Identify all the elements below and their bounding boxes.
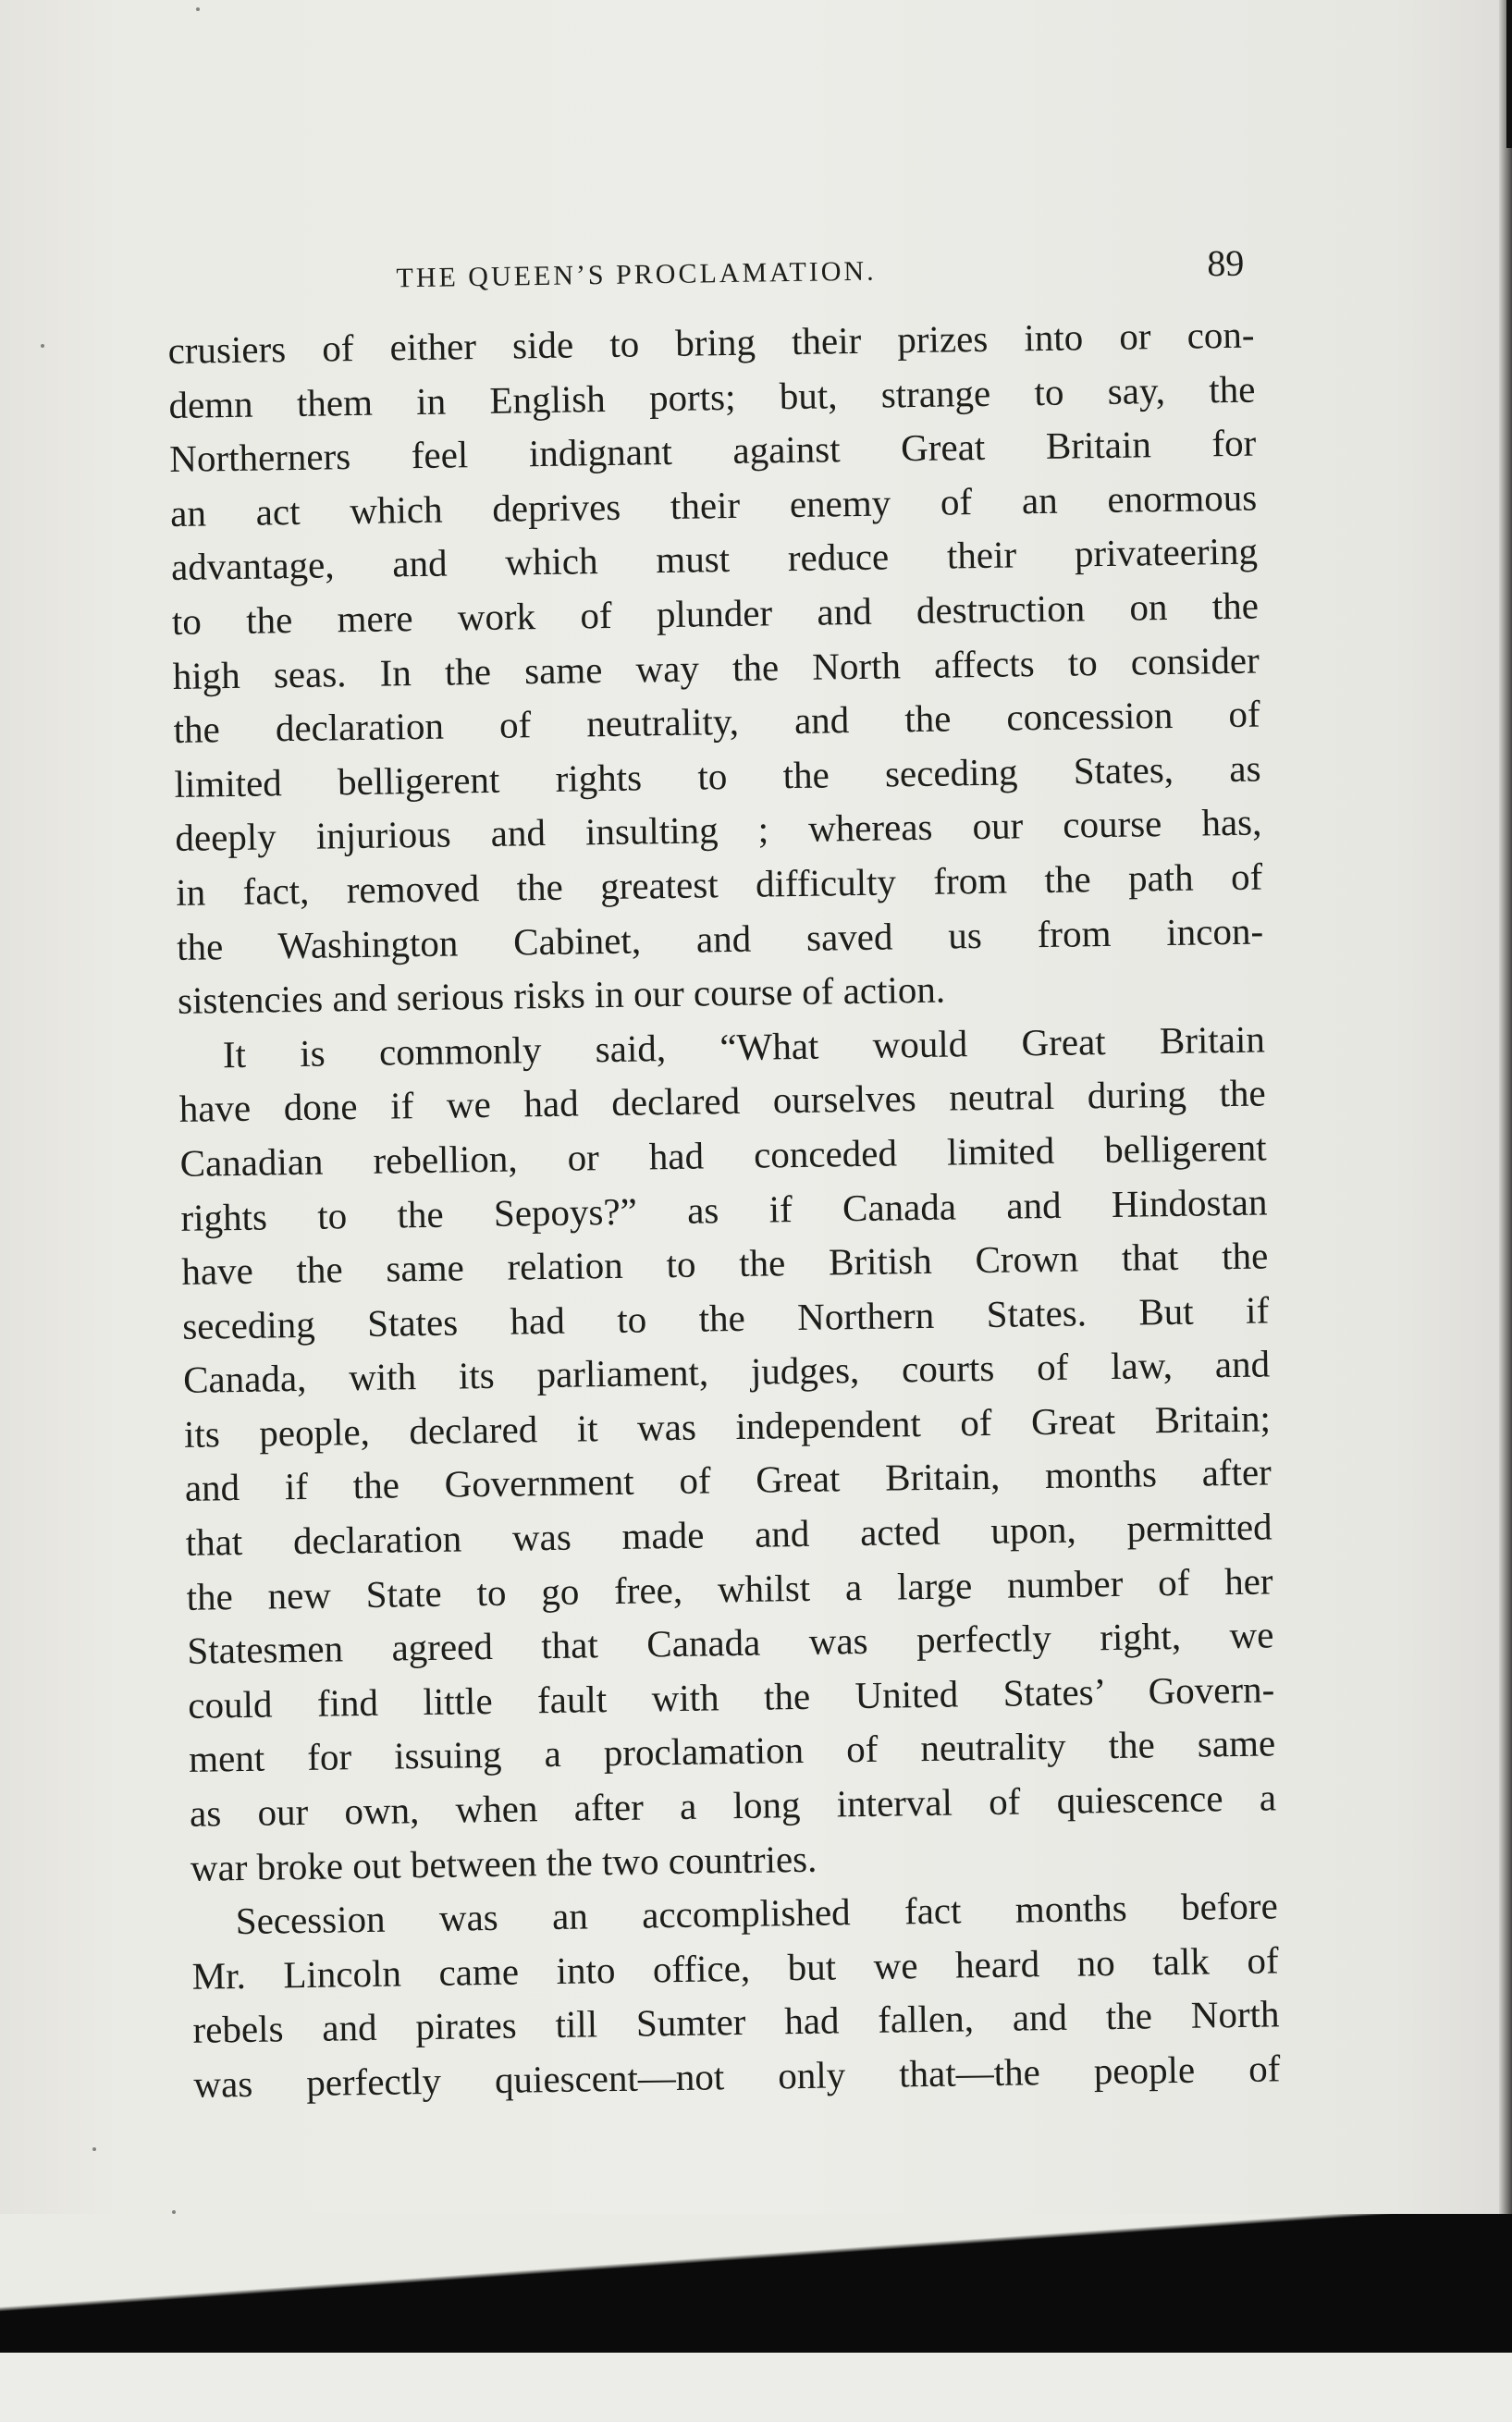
text-line: and if the Government of Great Britain, months after	[184, 1450, 1272, 1510]
page-edge-dark-corner	[1506, 0, 1512, 148]
text-line: could find little fault with the United States’ Govern-	[188, 1667, 1275, 1727]
text-line: rebels and pirates till Sumter had fallen, and the North	[192, 1992, 1280, 2052]
book-page	[166, 234, 1281, 2112]
text-line: It is commonly said, “What would Great Britain	[222, 1017, 1266, 1076]
text-line: advantage, and which must reduce their privateering	[170, 529, 1259, 589]
text-line: the new State to go free, whilst a large number of her	[186, 1559, 1273, 1618]
bottom-margin	[166, 2112, 1512, 2214]
bottom-background-shadow	[0, 2214, 1512, 2353]
page-edge-shadow	[1499, 0, 1512, 2353]
text-line: demn them in English ports; but, strange to say, the	[168, 367, 1256, 426]
text-line: in fact, removed the greatest difficulty from the path of	[175, 854, 1263, 914]
text-line: crusiers of either side to bring their prizes into or con-	[167, 313, 1255, 372]
text-line: war broke out between the two countries.	[190, 1837, 817, 1889]
text-line: deeply injurious and insulting ; whereas our course has,	[175, 800, 1262, 860]
text-line: seceding States had to the Northern States. But if	[181, 1288, 1270, 1347]
text-line: rights to the Sepoys?” as if Canada and Hindostan	[180, 1179, 1268, 1239]
text-line: limited belligerent rights to the seceding States, as	[174, 746, 1261, 805]
text-line: Statesmen agreed that Canada was perfectly right, we	[187, 1613, 1274, 1673]
text-line: the Washington Cabinet, and saved us from incon-	[176, 909, 1264, 968]
dust-speck	[92, 2147, 96, 2151]
text-line: Northerners feel indignant against Great Britain for	[169, 421, 1257, 481]
text-line: its people, declared it was independent of Great Britain;	[183, 1396, 1272, 1456]
text-line: an act which deprives their enemy of an enormous	[169, 475, 1258, 535]
paragraph	[191, 1879, 1280, 2112]
page-number: 89	[1207, 241, 1245, 285]
text-line: that declaration was made and acted upon, permitted	[185, 1505, 1272, 1564]
text-line: was perfectly quiescent—not only that—the people of	[193, 2047, 1281, 2106]
paragraph	[178, 1012, 1277, 1895]
text-line: ment for issuing a proclamation of neutrality the same	[188, 1721, 1276, 1781]
body-text	[167, 308, 1281, 2112]
text-line: Secession was an accomplished fact months before	[235, 1884, 1279, 1943]
running-head	[166, 234, 1254, 305]
text-line: to the mere work of plunder and destruction on the	[171, 584, 1260, 643]
text-line: sistencies and serious risks in our course of action.	[177, 967, 946, 1023]
dust-speck	[41, 344, 44, 348]
running-title: THE QUEEN’S PROCLAMATION.	[396, 255, 877, 294]
text-line: the declaration of neutrality, and the concession of	[173, 692, 1260, 752]
dust-speck	[196, 7, 200, 11]
text-line: have the same relation to the British Crown that the	[181, 1234, 1269, 1293]
text-line: have done if we had declared ourselves neutral during the	[178, 1071, 1266, 1131]
text-line: Canada, with its parliament, judges, courts of law, and	[182, 1342, 1271, 1402]
text-line: Mr. Lincoln came into office, but we heard no talk of	[191, 1938, 1279, 1998]
text-line: high seas. In the same way the North affects to consider	[172, 638, 1260, 697]
text-line: as our own, when after a long interval of quiescence a	[189, 1776, 1277, 1835]
paragraph	[167, 308, 1264, 1028]
text-line: Canadian rebellion, or had conceded limited belligerent	[179, 1125, 1267, 1185]
